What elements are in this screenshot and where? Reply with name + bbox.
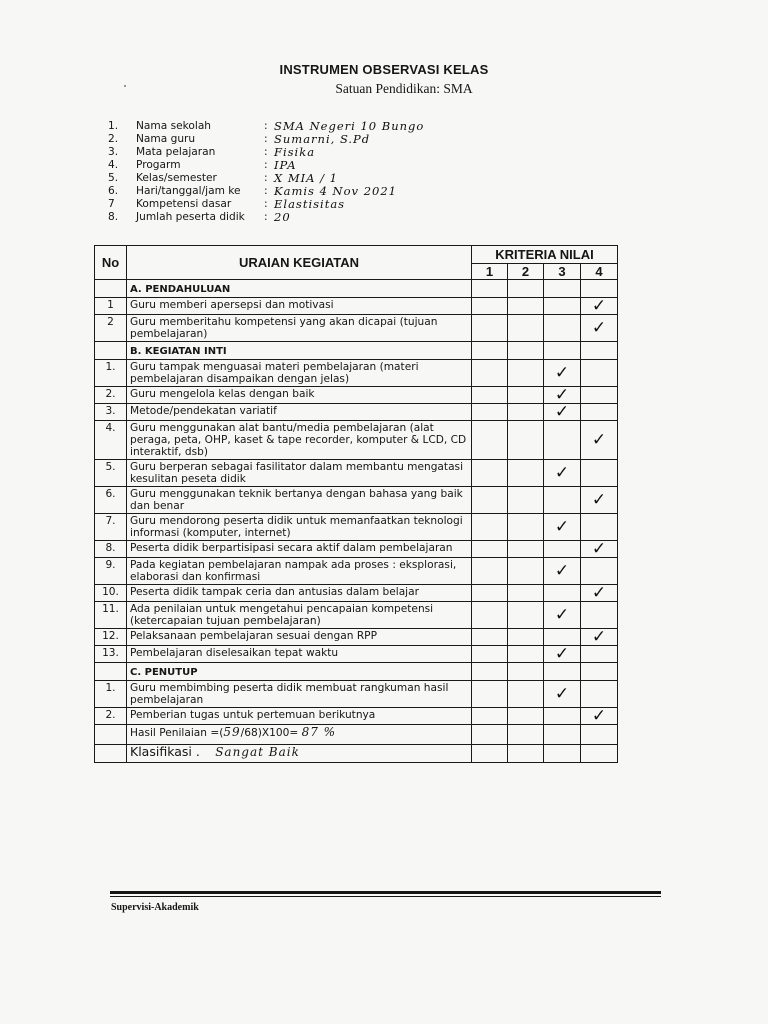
section-no-cell (95, 342, 127, 360)
row-activity: Guru menggunakan alat bantu/media pembelajaran (alat peraga, peta, OHP, kaset & tape recorder, komputer & LCD, CD interaktif, dsb) (127, 421, 472, 460)
section-c4 (581, 663, 618, 681)
criteria-cell (472, 629, 508, 646)
criteria-1: 1 (472, 264, 508, 280)
identity-colon: : (264, 146, 268, 158)
row-number: 3. (95, 404, 127, 421)
criteria-cell (581, 487, 618, 514)
criteria-3: 3 (544, 264, 581, 280)
criteria-2: 2 (508, 264, 544, 280)
check-mark: ✓ (554, 385, 570, 405)
criteria-cell (508, 514, 544, 541)
criteria-cell (581, 646, 618, 663)
criteria-cell (472, 360, 508, 387)
criteria-cell (544, 298, 581, 315)
table-row (95, 404, 618, 421)
klasifikasi-label: Klasifikasi . (130, 744, 200, 759)
klas-c1 (472, 745, 508, 763)
table-row (95, 629, 618, 646)
identity-number: 5. (108, 172, 119, 184)
check-mark: ✓ (554, 517, 570, 537)
row-number: 13. (95, 646, 127, 663)
row-activity: Guru membimbing peserta didik membuat rangkuman hasil pembelajaran (127, 681, 472, 708)
observation-table (94, 245, 618, 763)
criteria-cell (508, 387, 544, 404)
identity-colon: : (264, 198, 268, 210)
check-mark: ✓ (591, 583, 607, 603)
criteria-cell (472, 298, 508, 315)
criteria-cell (508, 360, 544, 387)
criteria-cell (472, 487, 508, 514)
criteria-cell (544, 421, 581, 460)
criteria-cell (472, 460, 508, 487)
table-row (95, 646, 618, 663)
criteria-cell (472, 602, 508, 629)
table-row (95, 585, 618, 602)
criteria-cell (544, 487, 581, 514)
criteria-cell (508, 585, 544, 602)
identity-value: SMA Negeri 10 Bungo (274, 119, 425, 133)
hasil-result: 87 % (301, 725, 337, 739)
criteria-cell (581, 514, 618, 541)
criteria-cell (472, 387, 508, 404)
row-activity: Guru berperan sebagai fasilitator dalam membantu mengatasi kesulitan peseta didik (127, 460, 472, 487)
section-row (95, 342, 618, 360)
table-row (95, 541, 618, 558)
criteria-cell (544, 514, 581, 541)
section-c2 (508, 280, 544, 298)
criteria-cell (508, 708, 544, 725)
row-activity: Guru mengelola kelas dengan baik (127, 387, 472, 404)
criteria-cell (581, 558, 618, 585)
identity-colon: : (264, 172, 268, 184)
check-mark: ✓ (591, 318, 607, 338)
hasil-c3 (544, 725, 581, 745)
identity-row (108, 159, 424, 172)
check-mark: ✓ (554, 561, 570, 581)
criteria-cell (508, 315, 544, 342)
criteria-cell (581, 708, 618, 725)
section-c2 (508, 663, 544, 681)
criteria-cell (581, 360, 618, 387)
identity-number: 3. (108, 146, 119, 158)
criteria-cell (508, 602, 544, 629)
criteria-cell (581, 460, 618, 487)
header-no: No (95, 246, 127, 280)
criteria-cell (472, 315, 508, 342)
criteria-cell (544, 404, 581, 421)
identity-row (108, 185, 424, 198)
identity-label: Nama sekolah (136, 120, 212, 132)
identity-label: Jumlah peserta didik (136, 211, 245, 223)
row-number: 9. (95, 558, 127, 585)
criteria-cell (544, 315, 581, 342)
row-number: 4. (95, 421, 127, 460)
klasifikasi-cell (127, 745, 472, 763)
table-row (95, 460, 618, 487)
identity-value: IPA (274, 158, 297, 172)
check-mark: ✓ (591, 490, 607, 510)
criteria-cell (472, 558, 508, 585)
criteria-cell (581, 421, 618, 460)
criteria-cell (544, 629, 581, 646)
klas-c3 (544, 745, 581, 763)
klasifikasi-no-cell (95, 745, 127, 763)
criteria-cell (472, 681, 508, 708)
row-number: 10. (95, 585, 127, 602)
criteria-cell (581, 298, 618, 315)
identity-colon: : (264, 133, 268, 145)
row-activity: Guru tampak menguasai materi pembelajaran (materi pembelajaran disampaikan dengan jelas) (127, 360, 472, 387)
identity-label: Hari/tanggal/jam ke (136, 185, 241, 197)
criteria-cell (544, 558, 581, 585)
criteria-cell (472, 541, 508, 558)
table-row (95, 602, 618, 629)
check-mark: ✓ (554, 605, 570, 625)
check-mark: ✓ (591, 539, 607, 559)
hasil-cell (127, 725, 472, 745)
row-activity: Metode/pendekatan variatif (127, 404, 472, 421)
row-activity: Pada kegiatan pembelajaran nampak ada proses : eksplorasi, elaborasi dan konfirmasi (127, 558, 472, 585)
table-row (95, 360, 618, 387)
row-activity: Guru mendorong peserta didik untuk memanfaatkan teknologi informasi (komputer, internet) (127, 514, 472, 541)
identity-label: Mata pelajaran (136, 146, 216, 158)
identity-colon: : (264, 185, 268, 197)
row-activity: Guru memberitahu kompetensi yang akan dicapai (tujuan pembelajaran) (127, 315, 472, 342)
row-number: 2. (95, 708, 127, 725)
section-no-cell (95, 280, 127, 298)
identity-label: Nama guru (136, 133, 196, 145)
criteria-cell (544, 585, 581, 602)
row-number: 11. (95, 602, 127, 629)
klasifikasi-value: Sangat Baik (215, 745, 300, 759)
criteria-cell (544, 460, 581, 487)
identity-value: X MIA / 1 (274, 171, 338, 185)
criteria-cell (508, 541, 544, 558)
identity-number: 8. (108, 211, 119, 223)
criteria-cell (544, 387, 581, 404)
document-title: INSTRUMEN OBSERVASI KELAS (279, 62, 489, 77)
table-row (95, 387, 618, 404)
table-row (95, 421, 618, 460)
section-row (95, 280, 618, 298)
identity-number: 6. (108, 185, 119, 197)
row-activity: Peserta didik tampak ceria dan antusias dalam belajar (127, 585, 472, 602)
footer-rule-thin (110, 896, 661, 897)
criteria-cell (472, 421, 508, 460)
hasil-c4 (581, 725, 618, 745)
criteria-cell (472, 585, 508, 602)
section-c1 (472, 280, 508, 298)
hasil-no-cell (95, 725, 127, 745)
identity-row (108, 211, 424, 224)
criteria-cell (581, 585, 618, 602)
row-number: 2. (95, 387, 127, 404)
criteria-cell (544, 646, 581, 663)
row-activity: Pembelajaran diselesaikan tepat waktu (127, 646, 472, 663)
identity-value: 20 (274, 210, 291, 224)
section-row (95, 663, 618, 681)
section-c1 (472, 342, 508, 360)
identity-colon: : (264, 159, 268, 171)
section-title: A. PENDAHULUAN (127, 280, 472, 298)
section-c4 (581, 342, 618, 360)
check-mark: ✓ (554, 644, 570, 664)
criteria-cell (508, 298, 544, 315)
row-number: 6. (95, 487, 127, 514)
section-c3 (544, 280, 581, 298)
check-mark: ✓ (554, 402, 570, 422)
criteria-cell (508, 421, 544, 460)
hasil-prefix: Hasil Penilaian =( (130, 727, 224, 739)
criteria-cell (581, 602, 618, 629)
footer-label: Supervisi-Akademik (111, 902, 199, 913)
hasil-score: 59 (223, 725, 241, 739)
section-c3 (544, 663, 581, 681)
hasil-c1 (472, 725, 508, 745)
criteria-cell (472, 646, 508, 663)
header-uraian: URAIAN KEGIATAN (127, 246, 472, 280)
table-row (95, 514, 618, 541)
criteria-cell (581, 681, 618, 708)
section-c1 (472, 663, 508, 681)
criteria-cell (508, 629, 544, 646)
check-mark: ✓ (591, 627, 607, 647)
row-number: 12. (95, 629, 127, 646)
identity-row (108, 198, 424, 211)
identity-label: Kompetensi dasar (136, 198, 232, 210)
criteria-cell (581, 541, 618, 558)
criteria-cell (544, 681, 581, 708)
table-row (95, 558, 618, 585)
klas-c2 (508, 745, 544, 763)
criteria-cell (581, 404, 618, 421)
row-activity: Guru menggunakan teknik bertanya dengan bahasa yang baik dan benar (127, 487, 472, 514)
criteria-cell (472, 708, 508, 725)
identity-row (108, 146, 424, 159)
identity-row (108, 133, 424, 146)
criteria-cell (544, 360, 581, 387)
identity-value: Fisika (274, 145, 316, 159)
row-number: 7. (95, 514, 127, 541)
check-mark: ✓ (554, 363, 570, 383)
check-mark: ✓ (591, 706, 607, 726)
check-mark: ✓ (591, 430, 607, 450)
row-activity: Peserta didik berpartisipasi secara aktif dalam pembelajaran (127, 541, 472, 558)
table-row (95, 708, 618, 725)
row-activity: Ada penilaian untuk mengetahui pencapaian kompetensi (ketercapaian tujuan pembelajaran) (127, 602, 472, 629)
identity-colon: : (264, 211, 268, 223)
section-title: C. PENUTUP (127, 663, 472, 681)
identity-value: Sumarni, S.Pd (274, 132, 371, 146)
identity-list (108, 120, 424, 224)
section-no-cell (95, 663, 127, 681)
document-subtitle: Satuan Pendidikan: SMA (335, 81, 473, 96)
criteria-cell (508, 558, 544, 585)
section-c2 (508, 342, 544, 360)
table-row (95, 315, 618, 342)
criteria-cell (472, 404, 508, 421)
row-activity: Pelaksanaan pembelajaran sesuai dengan RPP (127, 629, 472, 646)
identity-value: Kamis 4 Nov 2021 (274, 184, 397, 198)
table-row (95, 681, 618, 708)
identity-number: 7 (108, 198, 115, 210)
check-mark: ✓ (591, 296, 607, 316)
identity-colon: : (264, 120, 268, 132)
criteria-cell (508, 404, 544, 421)
section-c3 (544, 342, 581, 360)
identity-number: 1. (108, 120, 119, 132)
criteria-cell (472, 514, 508, 541)
hasil-c2 (508, 725, 544, 745)
criteria-cell (508, 460, 544, 487)
identity-row (108, 120, 424, 133)
row-number: 1. (95, 360, 127, 387)
criteria-cell (581, 315, 618, 342)
row-number: 5. (95, 460, 127, 487)
hasil-mid: /68)X100= (240, 727, 299, 739)
row-number: 1 (95, 298, 127, 315)
row-activity: Guru memberi apersepsi dan motivasi (127, 298, 472, 315)
table-row (95, 298, 618, 315)
identity-label: Kelas/semester (136, 172, 217, 184)
criteria-cell (544, 541, 581, 558)
check-mark: ✓ (554, 684, 570, 704)
section-title: B. KEGIATAN INTI (127, 342, 472, 360)
criteria-4: 4 (581, 264, 618, 280)
header-kriteria: KRITERIA NILAI (472, 246, 618, 264)
criteria-cell (508, 646, 544, 663)
table-row (95, 487, 618, 514)
identity-value: Elastisitas (274, 197, 346, 211)
row-number: 2 (95, 315, 127, 342)
criteria-cell (544, 602, 581, 629)
row-activity: Pemberian tugas untuk pertemuan berikutnya (127, 708, 472, 725)
row-number: 1. (95, 681, 127, 708)
criteria-cell (581, 629, 618, 646)
identity-label: Progarm (136, 159, 181, 171)
check-mark: ✓ (554, 463, 570, 483)
section-c4 (581, 280, 618, 298)
identity-number: 2. (108, 133, 119, 145)
row-number: 8. (95, 541, 127, 558)
criteria-cell (544, 708, 581, 725)
criteria-cell (581, 387, 618, 404)
footer-rule (110, 891, 661, 894)
criteria-cell (508, 487, 544, 514)
klas-c4 (581, 745, 618, 763)
criteria-cell (508, 681, 544, 708)
identity-number: 4. (108, 159, 119, 171)
